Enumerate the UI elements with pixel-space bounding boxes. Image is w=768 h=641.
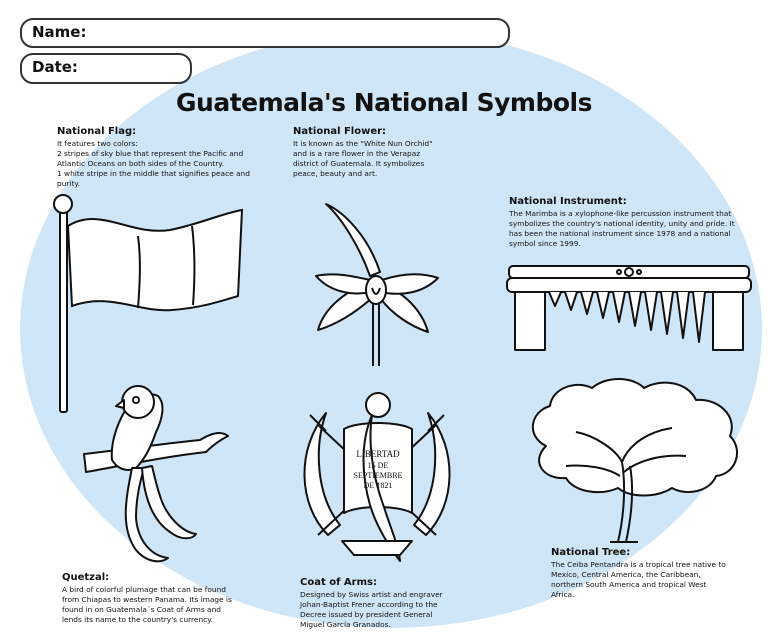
flower-heading: National Flower: <box>293 126 387 137</box>
flag-heading: National Flag: <box>57 126 137 137</box>
orchid-illustration <box>312 200 442 368</box>
flower-description: It is known as the "White Nun Orchid" and is a rare flower in the Verapaz district of Guatemala. It symbolizes peace, beauty and art. <box>293 139 433 178</box>
quetzal-heading: Quetzal: <box>62 572 110 583</box>
scroll-line-1: LIBERTAD <box>356 449 400 459</box>
flag-description: It features two colors: 2 stripes of sky blue that represent the Pacific and Atlantic Oceans on both sides of the Country. 1 white stripe in the middle that signifies peace and purity. <box>57 139 250 188</box>
coat-heading: Coat of Arms: <box>300 577 377 588</box>
page-title: Guatemala's National Symbols <box>176 88 592 117</box>
marimba-illustration <box>505 262 753 354</box>
date-field[interactable] <box>20 53 192 84</box>
name-field[interactable] <box>20 18 510 48</box>
scroll-line-4: DE 1821 <box>363 481 393 490</box>
tree-description: The Ceiba Pentandra is a tropical tree native to Mexico, Central America, the Caribbean, northern South America and tropical West Africa. <box>551 560 726 599</box>
instrument-heading: National Instrument: <box>509 196 627 207</box>
coat-of-arms-illustration <box>288 385 466 575</box>
tree-heading: National Tree: <box>551 547 631 558</box>
scroll-line-2: 15 DE <box>367 461 389 470</box>
instrument-description: The Marimba is a xylophone-like percussion instrument that symbolizes the country's national identity, unity and pride. It has been the national instrument since 1978 and a national symbol since 1999. <box>509 209 735 248</box>
ceiba-tree-illustration <box>526 376 746 544</box>
quetzal-illustration <box>80 380 240 570</box>
quetzal-description: A bird of colorful plumage that can be found from Chiapas to western Panama. Its image is found in on Guatemala´s Coat of Arms and lends its name to the country's currency. <box>62 585 232 624</box>
date-label: Date: <box>32 58 78 76</box>
coat-description: Designed by Swiss artist and engraver Johan-Baptist Frener according to the Decree issued by president General Miguel García Granados. <box>300 590 443 629</box>
scroll-line-3: SEPTIEMBRE <box>353 471 403 480</box>
name-label: Name: <box>32 23 87 41</box>
